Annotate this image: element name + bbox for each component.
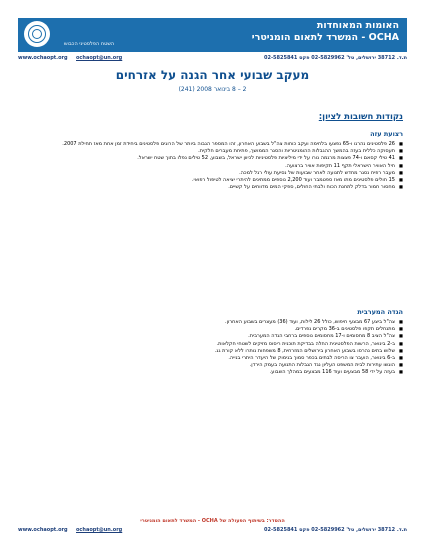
list-item: ■ חיל האוויר הישראלי תקף 11 תקיפות אוויר ברצועה. [20, 163, 403, 170]
header-banner [18, 18, 407, 52]
list-item: ■ מעבר רפיח נסגר מחדש לתנועה לאחר שבועות של נסיעת עולי רגל למכה. [20, 170, 403, 177]
list-item: ■ צה"ל הציב 8 מחסומים ו-17 מחסומים נוספים ברחבי הגדה המערבית. [20, 333, 403, 340]
list-item: ■ ב-2 בינואר, הרשות הפלסטינית החלה בבדיקת תוכנית ריסוס מזיקים לשטחי חקלאות. [20, 341, 403, 348]
header-subtitle: השטח הפלסטיני הכבוש [64, 41, 115, 47]
section-heading-gaza: רצועת עזה [370, 130, 403, 138]
footer-website-link[interactable]: www.ochaopt.org [18, 527, 68, 533]
list-item: ■ תעסוקה כללית בעזה בהמשך ההגבלות ההומניטריות והסגר הממושך, פתיחת מעברים חלקית. [20, 148, 403, 155]
un-logo-icon [24, 21, 50, 47]
list-item: ■ ב-6 בינואר, הועבר צו הריסה לבתים בכפר סמוך בנימוק של היעדר היתרי בנייה. [20, 355, 403, 362]
header-org-name: האומות המאוחדות [316, 20, 399, 31]
gaza-list [20, 141, 403, 191]
list-item: ■ צה"ל ביצע 67 מבצעי חיפוש, כולל 26 לילות, ועוד (36) מעצרים בשבוע האחרון. [20, 319, 403, 326]
section-heading-west-bank: הגדה המערבית [357, 308, 403, 316]
west-bank-list [20, 319, 403, 377]
list-item: ■ שלוש בתים נהרסו בשבוע האחרון בירושלים המזרחית, 8 משפחות נותרו ללא קורת גג. [20, 348, 403, 355]
report-date: 2 – 8 בינואר 2008 (241) [178, 86, 247, 93]
contact-address: ת.ד. 38712 ירושלים, טל' 02-5829962 פקס 02-5825841 [264, 55, 407, 61]
page-title: מעקב שבועי אחר הגנה על אזרחים [115, 68, 310, 82]
footer-credit: ההסדר: בשיתוף הפעולה של OCHA - המשרד לתאום הומניטרי [140, 518, 285, 524]
list-item: ■ 15 חולים פלסטינים מתו מאז ספטמבר ועוד 2,200 נוספים ממתינים להיתרי יציאה לטיפול רפואי. [20, 177, 403, 184]
list-item: ■ הוגשו עתירות לבית המשפט העליון נגד הגבלות התנועה בעמק הירדן. [20, 362, 403, 369]
list-item: ■ בעזה על ידי 58 מבצעים ועוד 116 מבצעים במהלך השבוע. [20, 369, 403, 376]
footer-email-link[interactable]: ochaopt@un.org [76, 527, 123, 533]
list-item: ■ מחסור חמור בדלק לתחנת הכוח ולבתי החולים, ספקי המים מדווחים על קשיים. [20, 184, 403, 191]
list-item: ■ מתנחלים תקפו פלסטינים ב-36 מקרים נפרדים. [20, 326, 403, 333]
list-item: ■ 41 טילי קסאם ו-74 פצצות מרגמה נורו על ידי מיליציות פלסטיניות לכיוון ישראל, בשבוע, 52 טילים נפלו בתוך שטח ישראל. [20, 155, 403, 162]
website-link[interactable]: www.ochaopt.org [18, 55, 68, 61]
list-item: ■ 26 פלסטינים נהרגו ו-65 נפצעו בלחימה ועקב כוחות צה"ל בשבוע האחרון, זהו המספר הגבוה ביותר של הרוגים פלסטינים ביחידת זמן אחת מאז תחילת 2007. [20, 141, 403, 148]
header-office-name: OCHA - המשרד לתאום הומניטרי [251, 32, 399, 43]
email-link[interactable]: ochaopt@un.org [76, 55, 123, 61]
highlights-heading: נקודות חשובות לציון: [318, 112, 403, 122]
footer-address: ת.ד. 38712 ירושלים, טל' 02-5829962 פקס 02-5825841 [264, 527, 407, 533]
